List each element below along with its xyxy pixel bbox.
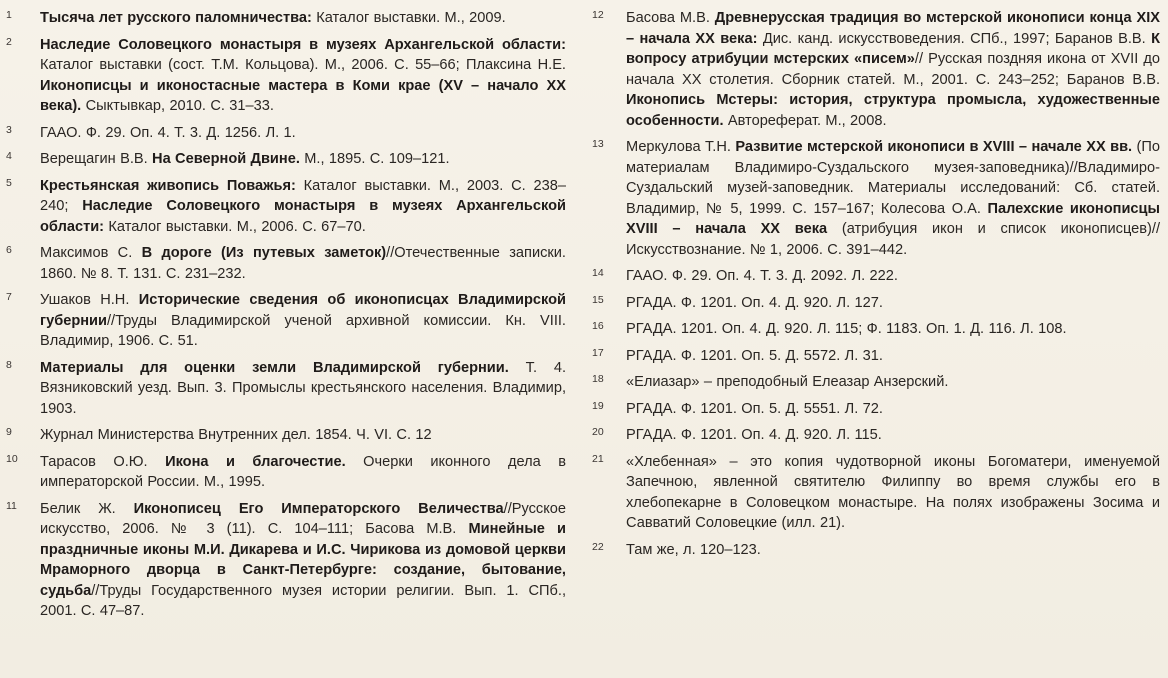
footnote-text — [626, 8, 1160, 131]
footnote-number: 7 — [6, 291, 12, 303]
footnote-title: Икона и благочестие. — [165, 453, 346, 470]
footnote — [6, 358, 566, 420]
footnote-title: Иконописцы и иконостасные мастера в Коми крае (XV – начало XX века). — [40, 77, 566, 114]
footnote-fragment: РГАДА. Ф. 1201. Оп. 4. Д. 920. Л. 127. — [626, 294, 883, 311]
footnote-title: Тысяча лет русского паломничества: — [40, 10, 312, 26]
footnote — [6, 243, 566, 284]
footnote-number: 4 — [6, 150, 12, 162]
footnote-number: 2 — [6, 35, 12, 48]
footnote-fragment: //Отечественные записки. 1860. № 8. Т. 131. С. 231–232. — [40, 245, 566, 282]
footnote-fragment: Басова М.В. — [626, 10, 715, 26]
footnote-title: Минейные и праздничные иконы М.И. Дикарева и И.С. Чирикова из домовой церкви Мраморного дворца в Санкт-Петербурге: создание, бытование, судьба — [40, 521, 566, 599]
footnote-number: 13 — [592, 138, 604, 150]
footnote — [6, 123, 566, 144]
footnote — [592, 346, 1160, 367]
footnote-text — [626, 399, 1160, 420]
footnote-title: Наследие Соловецкого монастыря в музеях Архангельской области: — [40, 36, 566, 53]
footnote-fragment: Каталог выставки. М., 2003. С. 238–240; — [40, 177, 566, 214]
footnote-fragment: Каталог выставки. М., 2006. С. 67–70. — [104, 218, 366, 235]
footnote-number: 16 — [592, 320, 604, 332]
footnote — [592, 372, 1160, 393]
footnote-fragment: ГААО. Ф. 29. Оп. 4. Т. 3. Д. 2092. Л. 222. — [626, 268, 898, 284]
footnote — [592, 425, 1160, 446]
footnote-fragment: РГАДА. Ф. 1201. Оп. 5. Д. 5572. Л. 31. — [626, 347, 883, 364]
footnote — [592, 399, 1160, 420]
footnote-text — [40, 123, 566, 144]
footnote-fragment: Белик Ж. — [40, 500, 134, 517]
footnote-fragment: М., 1895. С. 109–121. — [299, 151, 450, 167]
footnote-fragment: Ушаков Н.Н. — [40, 292, 139, 308]
footnote-number: 1 — [6, 9, 12, 21]
footnote-title: В дороге (Из путевых заметок) — [141, 245, 387, 261]
footnote-title: Материалы для оценки земли Владимирской губернии. — [40, 359, 509, 376]
footnote-text — [626, 137, 1160, 260]
footnote-fragment: Там же, л. 120–123. — [626, 541, 761, 558]
footnote-title: Исторические сведения об иконописцах Владимирской губернии — [40, 292, 566, 329]
right-column — [592, 8, 1160, 566]
footnote-fragment: РГАДА. Ф. 1201. Оп. 5. Д. 5551. Л. 72. — [626, 400, 883, 417]
footnote-text — [626, 346, 1160, 367]
footnote-number: 19 — [592, 399, 604, 412]
footnote-title: К вопросу атрибуции мстерских «писем» — [626, 30, 1161, 67]
footnote — [592, 293, 1160, 314]
footnote — [6, 499, 566, 622]
footnote-fragment: //Труды Государственного музея истории религии. Вып. 1. СПб., 2001. С. 47–87. — [40, 582, 566, 619]
footnote-title: Древнерусская традиция во мстерской иконописи конца XIX – начала XX века: — [626, 10, 1160, 47]
footnote — [6, 8, 566, 29]
footnote-number: 15 — [592, 293, 604, 306]
footnote-title: Палехские иконописцы XVIII – начала XX века — [626, 200, 1160, 237]
footnote-number: 21 — [592, 452, 604, 465]
footnote-text — [626, 452, 1160, 534]
footnote-text — [40, 176, 566, 238]
footnote-number: 6 — [6, 244, 12, 256]
footnote-fragment: // Русская поздняя икона от XVII до начала XX столетия. Сборник статей. М., 2001. С. 243–252; Баранов В.В. — [626, 51, 1160, 88]
footnote-text — [626, 372, 1160, 393]
footnote-fragment: Очерки иконного дела в императорской России. М., 1995. — [40, 453, 566, 490]
footnote-number: 11 — [6, 499, 17, 512]
footnote-number: 14 — [592, 267, 604, 279]
footnote-number: 10 — [6, 452, 18, 465]
footnote — [6, 149, 566, 170]
footnote-fragment: «Хлебенная» – это копия чудотворной иконы Богоматери, именуемой Запечною, явленной святителю Филиппу во время службы его в хлебопекарне в Соловецком монастыре. На полях изображены Зосима и Савватий Соловецкие (илл. 21). — [626, 453, 1160, 531]
footnote — [592, 8, 1160, 131]
footnote-fragment: Дис. канд. искусствоведения. СПб., 1997; Баранов В.В. — [757, 30, 1152, 47]
footnote-number: 9 — [6, 426, 12, 438]
footnote-number: 8 — [6, 358, 12, 371]
footnote-title: Крестьянская живопись Поважья: — [40, 177, 296, 194]
footnote — [6, 35, 566, 117]
footnote-text — [40, 425, 566, 446]
footnote-title: Иконопись Мстеры: история, структура промысла, художественные особенности. — [626, 92, 1160, 129]
footnote-title: Развитие мстерской иконописи в XVIII – начале XX вв. — [735, 139, 1133, 155]
footnote-fragment: Т. 4. Вязниковский уезд. Вып. 3. Промыслы крестьянского населения. Владимир, 1903. — [40, 359, 567, 417]
footnote-text — [40, 452, 566, 493]
footnote-text — [626, 293, 1160, 314]
footnote-number: 3 — [6, 123, 12, 136]
footnote-text — [40, 149, 566, 170]
footnote-title: Наследие Соловецкого монастыря в музеях Архангельской области: — [40, 198, 566, 235]
footnote-fragment: Журнал Министерства Внутренних дел. 1854. Ч. VI. С. 12 — [40, 427, 432, 443]
footnote-fragment: //Русское искусство, 2006. № 3 (11). С. 104–111; Басова М.В. — [40, 500, 566, 537]
footnote — [592, 452, 1160, 534]
footnote-fragment: Меркулова Т.Н. — [626, 139, 736, 155]
footnote-fragment: РГАДА. 1201. Оп. 4. Д. 920. Л. 115; Ф. 1183. Оп. 1. Д. 116. Л. 108. — [626, 321, 1067, 337]
footnote — [6, 425, 566, 446]
footnote-fragment: Максимов С. — [40, 245, 142, 261]
footnote-text — [626, 266, 1160, 287]
footnote-fragment: ГААО. Ф. 29. Оп. 4. Т. 3. Д. 1256. Л. 1. — [40, 124, 296, 141]
footnote-text — [40, 35, 566, 117]
footnote-fragment: Каталог выставки. М., 2009. — [311, 10, 506, 26]
footnote-title: На Северной Двине. — [152, 151, 300, 167]
footnote-title: Иконописец Его Императорского Величества — [133, 500, 504, 517]
footnote-text — [40, 290, 566, 352]
footnote-number: 20 — [592, 426, 604, 438]
footnote — [592, 319, 1160, 340]
footnote-text — [40, 358, 566, 420]
footnote — [592, 540, 1160, 561]
footnote-text — [626, 425, 1160, 446]
footnote-text — [40, 243, 566, 284]
footnote-number: 22 — [592, 540, 604, 553]
footnote-text — [626, 540, 1160, 561]
footnote-fragment: Каталог выставки (сост. Т.М. Кольцова). М., 2006. С. 55–66; Плаксина Н.Е. — [40, 57, 566, 73]
footnote-fragment: (атрибуция икон и список иконописцев)//Искусствознание. № 1, 2006. С. 391–442. — [626, 221, 1160, 258]
footnote — [6, 290, 566, 352]
footnote-fragment: Верещагин В.В. — [40, 151, 153, 167]
footnote-fragment: «Елиазар» – преподобный Елеазар Анзерский. — [626, 374, 949, 390]
footnote — [6, 176, 566, 238]
footnote-number: 18 — [592, 373, 604, 385]
footnote-fragment: (По материалам Владимиро-Суздальского музея-заповедника)//Владимиро-Суздальский музей-заповедник. Материалы исследований: Сб. статей. Владимир, № 5, 1999. С. 157–167; Колесова О.А. — [626, 139, 1160, 217]
footnote-fragment: //Труды Владимирской ученой архивной комиссии. Кн. VIII. Владимир, 1906. С. 51. — [40, 312, 566, 349]
footnote — [592, 266, 1160, 287]
footnote-number: 12 — [592, 9, 604, 21]
footnote-fragment: Сыктывкар, 2010. С. 31–33. — [81, 98, 274, 114]
footnote-text — [40, 8, 566, 29]
footnote-text — [40, 499, 566, 622]
footnote — [592, 137, 1160, 260]
footnote-fragment: Тарасов О.Ю. — [40, 453, 166, 470]
footnote — [6, 452, 566, 493]
footnote-number: 17 — [592, 346, 604, 359]
footnote-text — [626, 319, 1160, 340]
left-column — [6, 8, 566, 628]
footnote-number: 5 — [6, 176, 12, 189]
footnote-fragment: РГАДА. Ф. 1201. Оп. 4. Д. 920. Л. 115. — [626, 427, 882, 443]
footnote-fragment: Автореферат. М., 2008. — [723, 112, 887, 129]
